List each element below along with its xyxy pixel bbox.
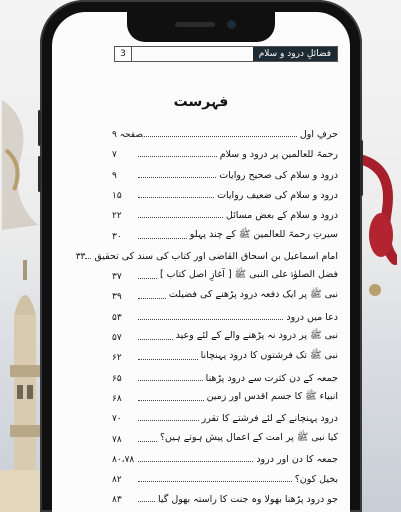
toc-entry-page: ۶۲ bbox=[112, 353, 122, 364]
toc-entry-page: ۳۳ bbox=[75, 251, 86, 262]
toc-entry-page: ۸۰،۷۸ bbox=[112, 454, 135, 465]
toc-entry[interactable] bbox=[112, 449, 338, 465]
toc-entry-title: درود پہنچانے کے لئے فرشتے کا تقرر bbox=[201, 413, 338, 425]
volume-down-button bbox=[38, 156, 41, 192]
toc-leader-dots bbox=[138, 238, 187, 239]
volume-up-button bbox=[38, 110, 41, 146]
toc-entry-page: ۹ bbox=[112, 170, 117, 181]
toc-entry[interactable] bbox=[112, 185, 338, 201]
toc-entry[interactable] bbox=[112, 368, 338, 384]
toc-entry-page: ۳۷ bbox=[112, 272, 122, 283]
toc-entry-title: انبیاء ﷺ کا جسم اقدس اور زمین bbox=[206, 390, 338, 402]
toc-entry[interactable] bbox=[112, 429, 338, 445]
toc-entry-title: امام اسماعیل بن اسحاق القاضی اور کتاب کی سند کی تحقیق bbox=[94, 250, 338, 262]
book-page[interactable] bbox=[52, 12, 350, 512]
toc-leader-dots bbox=[138, 278, 157, 279]
toc-entry-title: جو درود پڑھنا بھولا وہ جنت کا راستہ بھول گیا bbox=[158, 494, 338, 506]
decorative-shape-right bbox=[357, 150, 397, 300]
toc-leader-dots bbox=[138, 380, 203, 381]
toc-leader-dots bbox=[138, 501, 155, 502]
toc-entry-title: نبی ﷺ تک فرشتوں کا درود پہنچانا bbox=[200, 350, 338, 362]
decorative-shape-left bbox=[2, 90, 40, 230]
toc-leader-dots bbox=[138, 339, 173, 340]
toc-leader-dots bbox=[138, 481, 292, 482]
toc-entry-page: ۶۸ bbox=[112, 393, 122, 404]
toc-entry-page: ۵۷ bbox=[112, 333, 122, 343]
page-title: فہرست bbox=[173, 94, 229, 110]
toc-entry[interactable] bbox=[112, 144, 338, 160]
toc-entry-title: درود و سلام کی ضعیف روایات bbox=[217, 189, 338, 201]
toc-leader-dots bbox=[138, 319, 283, 320]
toc-entry[interactable] bbox=[112, 469, 338, 485]
toc-entry[interactable] bbox=[112, 408, 338, 424]
toc-leader-dots bbox=[138, 298, 166, 299]
page-number: 3 bbox=[115, 47, 132, 61]
toc-leader-dots bbox=[138, 461, 253, 462]
toc-leader-dots bbox=[138, 156, 217, 157]
toc-leader-dots bbox=[138, 177, 216, 178]
toc-entry-page: ۷۰ bbox=[112, 414, 122, 425]
toc-entry[interactable] bbox=[112, 489, 338, 505]
toc-entry-page: ۸۲ bbox=[112, 475, 122, 486]
toc-entry-title: دعا میں درود bbox=[286, 311, 338, 323]
phone-notch bbox=[127, 12, 275, 42]
toc-entry-page: ۸۳ bbox=[112, 495, 122, 506]
toc-entry[interactable] bbox=[112, 205, 338, 221]
toc-entry-title: جمعہ کا دن اور درود bbox=[256, 453, 338, 465]
toc-leader-dots bbox=[138, 136, 297, 137]
toc-entry-title: درود و سلام کے بعض مسائل bbox=[225, 210, 338, 222]
toc-entry-title: نبی ﷺ پر درود نہ پڑھنے والے کے لئے وعید bbox=[175, 330, 338, 341]
toc-leader-dots bbox=[138, 217, 223, 218]
toc-entry-title: فضل الصلوٰۃ علی النبی ﷺ [ آغازِ اصل کتاب ] bbox=[159, 269, 338, 281]
toc-entry-title: جمعہ کے دن کثرت سے درود پڑھنا bbox=[205, 372, 338, 384]
speaker-grille bbox=[175, 22, 215, 27]
toc-entry[interactable] bbox=[112, 266, 338, 282]
toc-entry-title: بخیل کون؟ bbox=[294, 474, 338, 486]
toc-entry[interactable] bbox=[112, 307, 338, 323]
page-header bbox=[114, 46, 338, 62]
toc-entry[interactable] bbox=[112, 388, 338, 404]
toc-entry-title: رحمۃ للعالمین پر درود و سلام bbox=[219, 149, 338, 161]
toc-entry-title: نبی ﷺ پر ایک دفعہ درود پڑھنے کی فضیلت bbox=[168, 289, 338, 301]
toc-leader-dots bbox=[138, 359, 198, 360]
toc-entry-title: حرفِ اول bbox=[299, 129, 338, 140]
toc-entry[interactable] bbox=[75, 246, 338, 262]
toc-entry-page: ۷ bbox=[112, 150, 117, 161]
power-button bbox=[360, 140, 363, 196]
toc-entry-page: ۶۵ bbox=[112, 373, 122, 384]
toc-entry-page: ۱۵ bbox=[112, 190, 122, 201]
toc-leader-dots bbox=[138, 420, 199, 421]
toc-entry-page: ۷۸ bbox=[112, 434, 122, 445]
toc-entry-title: سیرتِ رحمۃ للعالمین ﷺ کے چند پہلو bbox=[189, 228, 338, 240]
toc-entry[interactable] bbox=[112, 165, 338, 181]
toc-entry-page: ۳۹ bbox=[112, 292, 122, 303]
toc-entry-page: ۳۰ bbox=[112, 231, 122, 242]
toc-leader-dots bbox=[138, 197, 214, 198]
toc-entry[interactable] bbox=[112, 124, 338, 140]
toc-entry-page: ۲۲ bbox=[112, 211, 122, 222]
toc-entry-page: صفحہ ۹ bbox=[112, 130, 143, 140]
book-title: فضائلِ درود و سلام bbox=[253, 47, 337, 61]
toc-leader-dots bbox=[138, 400, 204, 401]
toc-entry[interactable] bbox=[112, 327, 338, 343]
toc-entry[interactable] bbox=[112, 347, 338, 363]
toc-entry-title: کیا نبی ﷺ پر امت کے اعمال پیش ہوتے ہیں؟ bbox=[159, 431, 338, 443]
toc-entry[interactable] bbox=[112, 226, 338, 242]
camera-icon bbox=[227, 20, 236, 29]
toc-entry[interactable] bbox=[112, 286, 338, 302]
toc-entry-title: درود و سلام کی صحیح روایات bbox=[219, 169, 338, 181]
toc-entry-page: ۵۳ bbox=[112, 312, 122, 323]
toc-leader-dots bbox=[138, 441, 157, 442]
